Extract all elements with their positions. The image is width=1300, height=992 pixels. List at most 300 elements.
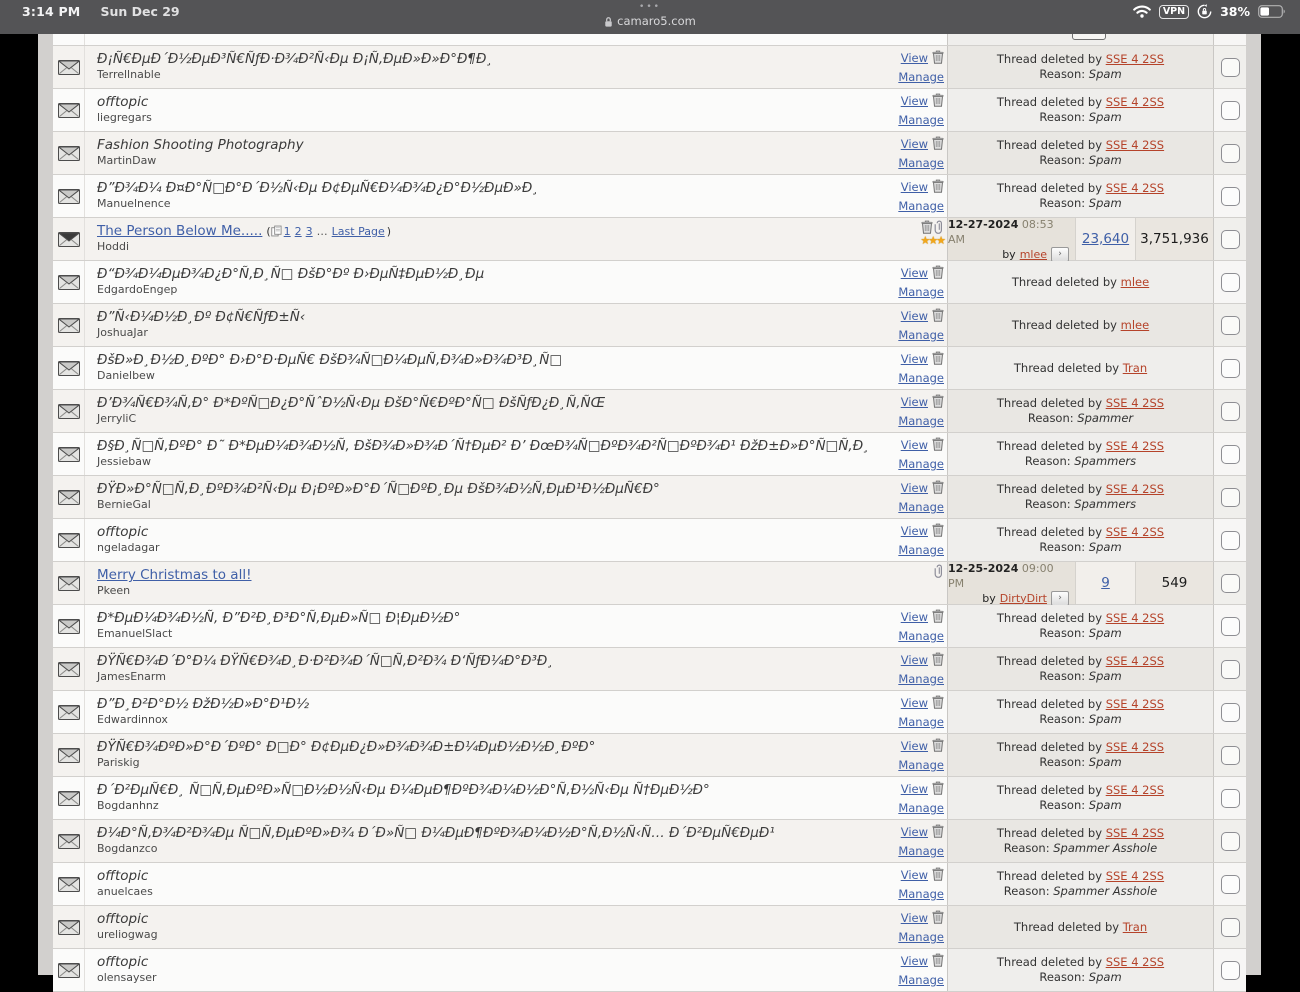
envelope-icon	[58, 920, 80, 935]
thread-title-cell	[85, 304, 947, 346]
reason-line: Reason: Spammers	[1024, 454, 1137, 468]
thread-icon-cell	[53, 691, 85, 733]
thread-author: EmanuelSlact	[97, 627, 173, 640]
checkbox-cell	[1213, 132, 1246, 174]
thread-author: JamesEnarm	[97, 670, 166, 683]
deleted-by-line: Thread deleted by SSE 4 2SS	[996, 869, 1165, 883]
thread-icon-cell	[53, 562, 85, 604]
thread-title-text: offtopic	[97, 868, 149, 884]
page-link[interactable]: 1	[283, 225, 291, 238]
moderator-link[interactable]: Tran	[1122, 919, 1148, 934]
view-link[interactable]: View	[900, 51, 928, 65]
thread-icon-cell	[53, 433, 85, 475]
thread-title-text: ÐšÐ»Ð¸Ð½Ð¸ÐºÐ° Ð›Ð°Ð·ÐµÑ€ ÐšÐ¾Ñ□Ð¼ÐµÑ‚Ð¾Ð»Ð¾Ð³Ð¸Ñ□	[97, 352, 563, 368]
thread-title-text: Ð”Ð¾Ð¼ Ð¤Ð°Ñ□Ð°Ð´Ð½Ñ‹Ðµ Ð¢ÐµÑ€Ð¼Ð¾Ð¿Ð°Ð½ÐµÐ»Ð¸	[97, 180, 540, 196]
view-manage-links	[898, 824, 944, 860]
thread-icon-cell	[53, 218, 85, 260]
last-poster-link[interactable]: DirtyDirt	[999, 591, 1047, 605]
replies-count-link[interactable]: 23,640	[1081, 231, 1130, 247]
thread-row	[53, 820, 1246, 863]
thread-author: Edwardinnox	[97, 713, 168, 726]
thread-author: Danielbew	[97, 369, 155, 382]
manage-link[interactable]: Manage	[898, 758, 944, 772]
view-link[interactable]: View	[900, 395, 928, 409]
thread-title-text: offtopic	[97, 94, 149, 110]
thread-icon-cell	[53, 648, 85, 690]
envelope-icon	[58, 318, 80, 333]
address-bar[interactable]	[604, 15, 696, 28]
manage-link[interactable]: Manage	[898, 887, 944, 901]
view-manage-links	[898, 265, 944, 301]
thread-select-checkbox[interactable]	[1221, 875, 1240, 894]
thread-attribute-icons	[920, 220, 944, 247]
moderator-link[interactable]: SSE 4 2SS	[1105, 525, 1165, 539]
wifi-icon	[1133, 5, 1151, 18]
checkbox-cell	[1213, 347, 1246, 389]
view-link[interactable]: View	[900, 481, 928, 495]
moderator-link[interactable]: SSE 4 2SS	[1105, 138, 1165, 152]
attachment-paperclip-icon	[935, 564, 944, 578]
manage-link[interactable]: Manage	[898, 199, 944, 213]
thread-title-text: offtopic	[97, 911, 149, 927]
view-manage-links	[898, 910, 944, 946]
thread-row	[53, 175, 1246, 218]
manage-link[interactable]: Manage	[898, 629, 944, 643]
thread-icon-cell	[53, 777, 85, 819]
moderator-link[interactable]: SSE 4 2SS	[1105, 869, 1165, 883]
view-manage-links	[898, 953, 944, 989]
replies-cell	[1075, 218, 1135, 260]
checkbox-cell	[1213, 89, 1246, 131]
thread-icon-cell	[53, 34, 85, 45]
deleted-by-line: Thread deleted by SSE 4 2SS	[996, 482, 1165, 496]
checkbox-cell	[1213, 175, 1246, 217]
hot-thread-envelope-icon	[58, 232, 80, 247]
thread-deleted-status	[947, 949, 1213, 991]
thread-title-text: offtopic	[97, 954, 149, 970]
manage-link[interactable]: Manage	[898, 715, 944, 729]
manage-link[interactable]: Manage	[898, 457, 944, 471]
view-link[interactable]: View	[900, 94, 928, 108]
thread-select-checkbox[interactable]	[1221, 144, 1240, 163]
thread-author: Terrellnable	[97, 68, 161, 81]
thread-title-cell	[85, 132, 947, 174]
thread-title-cell	[85, 691, 947, 733]
thread-row	[53, 906, 1246, 949]
deleted-by-line: Thread deleted by SSE 4 2SS	[996, 396, 1165, 410]
thread-title-text: ÐŸÑ€Ð¾ÐºÐ»Ð°Ð´ÐºÐ° Ð□Ð° Ð¢ÐµÐ¿Ð»Ð¾Ð¾Ð±Ð¼ÐµÐ½Ð½Ð¸ÐºÐ°	[97, 739, 596, 755]
reason-line: Reason: Spammer	[1027, 411, 1134, 425]
thread-select-checkbox[interactable]	[1221, 961, 1240, 980]
checkbox-cell	[1213, 519, 1246, 561]
thread-title-text: Ð’Ð¾Ñ€Ð¾Ñ‚Ð° Ð*ÐºÑ□Ð¿Ð°ÑˆÐ½Ñ‹Ðµ ÐšÐ°Ñ€ÐºÐ°Ñ□ ÐšÑƒÐ¿Ð¸Ñ‚ÑŒ	[97, 395, 606, 411]
thread-deleted-status	[947, 46, 1213, 88]
view-manage-links	[898, 480, 944, 516]
thread-deleted-status	[947, 304, 1213, 346]
thread-title-cell	[85, 949, 947, 991]
checkbox-cell	[1213, 648, 1246, 690]
thread-icon-cell	[53, 175, 85, 217]
last-poster-link[interactable]: mlee	[1019, 247, 1047, 261]
checkbox-cell	[1213, 218, 1246, 260]
trash-icon	[932, 781, 944, 795]
thread-title-cell	[85, 519, 947, 561]
thread-deleted-status	[947, 777, 1213, 819]
thread-deleted-status	[947, 519, 1213, 561]
trash-icon	[932, 351, 944, 365]
thread-title-cell	[85, 734, 947, 776]
thread-author: BernieGal	[97, 498, 151, 511]
view-link[interactable]: View	[900, 739, 928, 753]
thread-author: ngeladagar	[97, 541, 160, 554]
thread-select-checkbox[interactable]	[1221, 488, 1240, 507]
thread-title-text: ÐŸÑ€Ð¾Ð´Ð°Ð¼ ÐŸÑ€Ð¾Ð¸Ð·Ð²Ð¾Ð´Ñ□Ñ‚Ð²Ð¾ Ð‘ÑƒÐ¼Ð°Ð³Ð¸	[97, 653, 555, 669]
thread-deleted-status	[947, 906, 1213, 948]
view-link[interactable]: View	[900, 825, 928, 839]
thread-row	[53, 347, 1246, 390]
trash-icon	[932, 308, 944, 322]
thread-deleted-status	[947, 175, 1213, 217]
view-manage-links	[898, 308, 944, 344]
deleted-by-line: Thread deleted by mlee	[1011, 274, 1150, 289]
thread-moderation-table	[53, 34, 1246, 987]
thread-select-checkbox[interactable]	[1221, 359, 1240, 378]
trash-icon	[932, 652, 944, 666]
views-cell	[1135, 562, 1213, 604]
view-link[interactable]: View	[900, 954, 928, 968]
reason-line: Reason: Spam	[1039, 970, 1122, 984]
manage-link[interactable]: Manage	[898, 285, 944, 299]
deleted-by-line: Thread deleted by SSE 4 2SS	[996, 95, 1165, 109]
thread-select-checkbox[interactable]	[1221, 918, 1240, 937]
thread-title-link[interactable]: The Person Below Me.....	[97, 223, 263, 239]
last-page-link[interactable]: Last Page	[331, 225, 385, 238]
view-link[interactable]: View	[900, 653, 928, 667]
manage-link[interactable]: Manage	[898, 930, 944, 944]
views-cell	[1135, 218, 1213, 260]
thread-row	[53, 777, 1246, 820]
forum-board-background	[38, 34, 1261, 987]
thread-select-checkbox[interactable]	[1221, 273, 1240, 292]
checkbox-cell	[1213, 691, 1246, 733]
views-count: 549	[1161, 575, 1188, 591]
view-link[interactable]: View	[900, 782, 928, 796]
partial-scrolled-row	[53, 34, 1246, 46]
thread-title-cell	[85, 433, 947, 475]
thread-deleted-status	[947, 691, 1213, 733]
status-bar	[0, 0, 1300, 34]
thread-row	[53, 562, 1246, 605]
tab-overflow-dots[interactable]: •••	[639, 2, 661, 12]
manage-link[interactable]: Manage	[898, 500, 944, 514]
reason-line: Reason: Spam	[1039, 626, 1122, 640]
view-manage-links	[898, 179, 944, 215]
thread-title-cell	[85, 261, 947, 303]
view-manage-links	[898, 652, 944, 688]
thread-icon-cell	[53, 734, 85, 776]
vpn-badge: VPN	[1159, 5, 1189, 19]
last-post-time: 09:00 PM	[948, 561, 1054, 590]
thread-title-cell	[85, 89, 947, 131]
trash-icon	[932, 738, 944, 752]
thread-icon-cell	[53, 820, 85, 862]
thread-deleted-status	[947, 820, 1213, 862]
thread-deleted-status	[947, 261, 1213, 303]
view-manage-links	[898, 136, 944, 172]
reason-line: Reason: Spam	[1039, 798, 1122, 812]
reason-line: Reason: Spam	[1039, 755, 1122, 769]
thread-title-cell	[85, 863, 947, 905]
thread-row	[53, 433, 1246, 476]
thread-rating-stars: ★★★	[920, 234, 944, 247]
moderator-link[interactable]: SSE 4 2SS	[1105, 611, 1165, 625]
manage-link[interactable]: Manage	[898, 113, 944, 127]
moderator-link[interactable]: SSE 4 2SS	[1105, 783, 1165, 797]
page-link[interactable]: 2	[294, 225, 302, 238]
thread-icon-cell	[53, 304, 85, 346]
trash-icon	[932, 394, 944, 408]
thread-row	[53, 648, 1246, 691]
thread-row	[53, 476, 1246, 519]
page-link[interactable]: 3	[305, 225, 313, 238]
thread-deleted-status	[947, 390, 1213, 432]
thread-title-cell	[85, 34, 947, 45]
reason-line: Reason: Spammers	[1024, 497, 1137, 511]
view-link[interactable]: View	[900, 868, 928, 882]
thread-title-cell	[85, 648, 947, 690]
thread-select-checkbox[interactable]	[1221, 574, 1240, 593]
thread-select-checkbox[interactable]	[1221, 617, 1240, 636]
thread-deleted-status	[947, 132, 1213, 174]
clock-date: Sun Dec 29	[100, 4, 180, 19]
envelope-icon	[58, 404, 80, 419]
thread-icon-cell	[53, 132, 85, 174]
view-link[interactable]: View	[900, 696, 928, 710]
thread-icon-cell	[53, 261, 85, 303]
thread-select-checkbox[interactable]	[1221, 746, 1240, 765]
view-manage-links	[898, 93, 944, 129]
deleted-by-line: Thread deleted by SSE 4 2SS	[996, 611, 1165, 625]
trash-icon	[932, 867, 944, 881]
envelope-icon	[58, 576, 80, 591]
thread-deleted-status	[947, 648, 1213, 690]
view-link[interactable]: View	[900, 137, 928, 151]
thread-row	[53, 261, 1246, 304]
thread-title-cell	[85, 218, 947, 260]
thread-author: anuelcaes	[97, 885, 153, 898]
thread-icon-cell	[53, 476, 85, 518]
thread-title-link[interactable]: Merry Christmas to all!	[97, 567, 252, 583]
thread-select-checkbox[interactable]	[1221, 832, 1240, 851]
manage-link[interactable]: Manage	[898, 371, 944, 385]
last-post-date: 12-25-2024	[948, 561, 1019, 575]
thread-title-cell	[85, 390, 947, 432]
deleted-by-line: Thread deleted by SSE 4 2SS	[996, 138, 1165, 152]
view-link[interactable]: View	[900, 610, 928, 624]
reason-line: Reason: Spam	[1039, 669, 1122, 683]
envelope-icon	[58, 361, 80, 376]
reason-line: Reason: Spam	[1039, 196, 1122, 210]
checkbox-cell	[1213, 906, 1246, 948]
thread-icon-cell	[53, 390, 85, 432]
thread-icon-cell	[53, 863, 85, 905]
deleted-by-line: Thread deleted by SSE 4 2SS	[996, 439, 1165, 453]
manage-link[interactable]: Manage	[898, 973, 944, 987]
thread-deleted-status	[947, 734, 1213, 776]
thread-title-cell	[85, 562, 947, 604]
deleted-by-line: Thread deleted by SSE 4 2SS	[996, 181, 1165, 195]
thread-author: EdgardoEngep	[97, 283, 178, 296]
envelope-icon	[58, 791, 80, 806]
envelope-icon	[58, 748, 80, 763]
moderator-link[interactable]: SSE 4 2SS	[1105, 396, 1165, 410]
thread-select-checkbox[interactable]	[1221, 445, 1240, 464]
view-link[interactable]: View	[900, 524, 928, 538]
thread-row	[53, 519, 1246, 562]
thread-author: Pariskig	[97, 756, 140, 769]
deleted-by-line: Thread deleted by mlee	[1011, 317, 1150, 332]
moderator-link[interactable]: SSE 4 2SS	[1105, 95, 1165, 109]
envelope-icon	[58, 490, 80, 505]
manage-link[interactable]: Manage	[898, 70, 944, 84]
reason-line: Reason: Spam	[1039, 110, 1122, 124]
moderator-link[interactable]: SSE 4 2SS	[1105, 740, 1165, 754]
envelope-icon	[58, 877, 80, 892]
thread-deleted-status	[947, 863, 1213, 905]
manage-link[interactable]: Manage	[898, 801, 944, 815]
deleted-by-line: Thread deleted by SSE 4 2SS	[996, 654, 1165, 668]
thread-icon-cell	[53, 906, 85, 948]
checkbox-cell	[1213, 390, 1246, 432]
view-manage-links	[898, 695, 944, 731]
view-manage-links	[898, 437, 944, 473]
checkbox-cell	[1213, 777, 1246, 819]
deleted-by-line: Thread deleted by SSE 4 2SS	[996, 740, 1165, 754]
manage-link[interactable]: Manage	[898, 156, 944, 170]
thread-select-checkbox[interactable]	[1221, 101, 1240, 120]
manage-link[interactable]: Manage	[898, 844, 944, 858]
view-link[interactable]: View	[900, 309, 928, 323]
checkbox-cell	[1213, 433, 1246, 475]
thread-select-checkbox[interactable]	[1221, 703, 1240, 722]
thread-title-cell	[85, 605, 947, 647]
manage-link[interactable]: Manage	[898, 672, 944, 686]
last-post-time: 08:53 AM	[948, 217, 1054, 246]
thread-title-text: Ð´Ð²ÐµÑ€Ð¸ Ñ□Ñ‚ÐµÐºÐ»Ñ□Ð½Ð½Ñ‹Ðµ Ð¼ÐµÐ¶ÐºÐ¾Ð¼Ð½Ð°Ñ‚Ð½Ñ‹Ðµ Ñ†ÐµÐ½Ð°	[97, 782, 710, 798]
reason-line: Reason: Spammer Asshole	[1003, 841, 1158, 855]
thread-select-checkbox[interactable]	[1221, 660, 1240, 679]
checkbox-cell	[1213, 863, 1246, 905]
thread-row	[53, 863, 1246, 906]
thread-row	[53, 46, 1246, 89]
thread-icon-cell	[53, 89, 85, 131]
thread-author: Manuelnence	[97, 197, 171, 210]
moderator-link[interactable]: SSE 4 2SS	[1105, 439, 1165, 453]
thread-icon-cell	[53, 46, 85, 88]
view-link[interactable]: View	[900, 911, 928, 925]
moderator-link[interactable]: SSE 4 2SS	[1105, 654, 1165, 668]
view-link[interactable]: View	[900, 352, 928, 366]
thread-select-checkbox[interactable]	[1221, 187, 1240, 206]
view-manage-links	[898, 738, 944, 774]
view-link[interactable]: View	[900, 438, 928, 452]
moderator-link[interactable]: Tran	[1122, 360, 1148, 375]
manage-link[interactable]: Manage	[898, 543, 944, 557]
reason-line: Reason: Spam	[1039, 153, 1122, 167]
trash-icon	[932, 523, 944, 537]
reason-line: Reason: Spam	[1039, 712, 1122, 726]
envelope-icon	[58, 619, 80, 634]
deleted-by-line: Thread deleted by SSE 4 2SS	[996, 525, 1165, 539]
deleted-by-line: Thread deleted by SSE 4 2SS	[996, 697, 1165, 711]
thread-pagination: ( 1 2 3 … Last Page )	[266, 225, 392, 238]
thread-title-text: Ð”Ð¸Ð²Ð°Ð½ ÐžÐ½Ð»Ð°Ð¹Ð½	[97, 696, 310, 712]
manage-link[interactable]: Manage	[898, 414, 944, 428]
thread-select-checkbox[interactable]	[1221, 402, 1240, 421]
moderator-link[interactable]: SSE 4 2SS	[1105, 52, 1165, 66]
view-manage-links	[898, 50, 944, 86]
thread-title-text: Fashion Shooting Photography	[97, 137, 304, 153]
manage-link[interactable]: Manage	[898, 328, 944, 342]
moderator-link[interactable]: mlee	[1120, 317, 1150, 332]
last-post-date: 12-27-2024	[948, 217, 1019, 231]
thread-title-cell	[85, 175, 947, 217]
view-manage-links	[898, 351, 944, 387]
thread-select-checkbox[interactable]	[1221, 789, 1240, 808]
thread-select-checkbox[interactable]	[1221, 316, 1240, 335]
moderator-link[interactable]: SSE 4 2SS	[1105, 482, 1165, 496]
reason-line: Reason: Spam	[1039, 540, 1122, 554]
go-to-last-post-button[interactable]: ›	[1051, 247, 1069, 262]
deleted-by-line: Thread deleted by SSE 4 2SS	[996, 826, 1165, 840]
thread-select-checkbox[interactable]	[1221, 58, 1240, 77]
thread-select-checkbox[interactable]	[1221, 531, 1240, 550]
trash-icon	[932, 695, 944, 709]
view-link[interactable]: View	[900, 266, 928, 280]
trash-icon	[932, 50, 944, 64]
thread-author: Hoddi	[97, 240, 130, 253]
trash-icon	[932, 824, 944, 838]
moderator-link[interactable]: SSE 4 2SS	[1105, 181, 1165, 195]
trash-icon	[932, 609, 944, 623]
moderator-link[interactable]: mlee	[1120, 274, 1150, 289]
thread-title-text: Ð§Ð¸Ñ□Ñ‚ÐºÐ° Ð˜ Ð*ÐµÐ¼Ð¾Ð½Ñ‚ ÐšÐ¾Ð»Ð¾Ð´Ñ†ÐµÐ² Ð’ ÐœÐ¾Ñ□ÐºÐ¾Ð²Ñ□ÐºÐ¾Ð¹ ÐžÐ±Ð»Ð°Ñ□Ñ‚Ð¸	[97, 438, 870, 454]
envelope-icon	[58, 146, 80, 161]
thread-title-text: ÐŸÐ»Ð°Ñ□Ñ‚Ð¸ÐºÐ¾Ð²Ñ‹Ðµ Ð¡ÐºÐ»Ð°Ð´Ñ□ÐºÐ¸Ðµ ÐšÐ¾Ð½Ñ‚ÐµÐ¹Ð½ÐµÑ€Ð°	[97, 481, 660, 497]
last-post-cell: 12-27-2024 08:53 AM by mlee ›	[947, 218, 1075, 260]
envelope-icon	[58, 834, 80, 849]
thread-title-cell	[85, 777, 947, 819]
moderator-link[interactable]: SSE 4 2SS	[1105, 826, 1165, 840]
go-to-last-post-button[interactable]: ›	[1051, 591, 1069, 606]
thread-icon-cell	[53, 605, 85, 647]
deleted-by-line: Thread deleted by Tran	[1013, 360, 1148, 375]
thread-row	[53, 390, 1246, 433]
envelope-icon	[58, 533, 80, 548]
replies-count-link[interactable]: 9	[1101, 575, 1110, 591]
thread-select-checkbox[interactable]	[1221, 230, 1240, 249]
thread-author: Pkeen	[97, 584, 131, 597]
view-link[interactable]: View	[900, 180, 928, 194]
battery-percent: 38%	[1220, 4, 1250, 19]
last-post-cell: 12-25-2024 09:00 PM by DirtyDirt ›	[947, 562, 1075, 604]
moderator-link[interactable]: SSE 4 2SS	[1105, 955, 1165, 969]
thread-author: ureliogwag	[97, 928, 158, 941]
moderator-link[interactable]: SSE 4 2SS	[1105, 697, 1165, 711]
view-manage-links	[898, 523, 944, 559]
checkbox-cell	[1213, 34, 1246, 45]
thread-author: Bogdanhnz	[97, 799, 159, 812]
